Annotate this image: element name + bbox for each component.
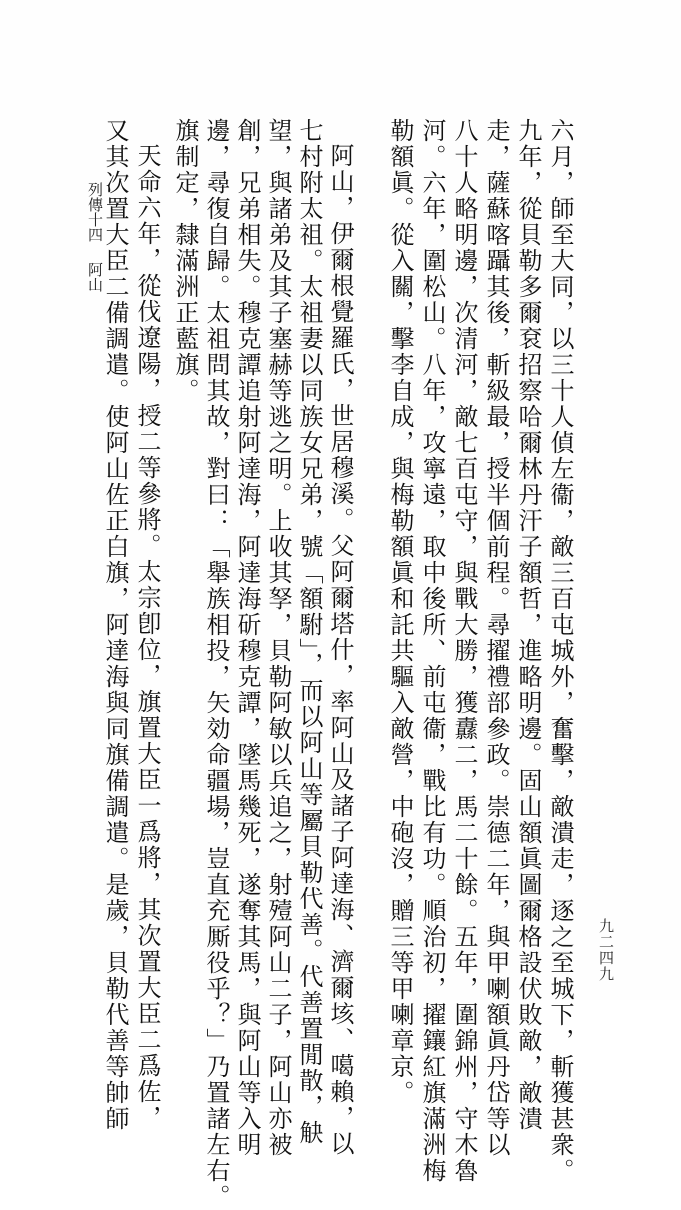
header-chapter: 列傳十四	[86, 182, 104, 242]
text-column-4: 八十人略明邊，次清河，敵七百屯守，與戰大勝，獲纛二，馬二十餘。五年，圍錦州，守木魯	[450, 118, 478, 1184]
header-subject: 阿山	[86, 262, 104, 292]
text-column-13: 天命六年，從伐遼陽，授二等參將。太宗卽位，旗置大臣一爲將，其次置大臣二爲佐，	[133, 143, 161, 1131]
text-column-6: 勒額眞。從入關，擊李自成，與梅勒額眞和託共驅入敵營，中砲沒，贈三等甲喇章京。	[386, 118, 414, 1106]
text-column-8: 七村附太祖。太祖妻以同族女兄弟，號「額駙」，而以阿山等屬貝勒代善。代善置閒散，觖	[295, 118, 323, 1146]
text-column-9: 望，與諸弟及其子塞赫等逃之明。上收其孥，貝勒阿敏以兵追之，射殪阿山二子，阿山亦被	[264, 118, 292, 1158]
text-column-3: 走，薩蘇喀躡其後，斬級最，授半個前程。尋擢禮部參政。崇德二年，與甲喇額眞丹岱等以	[482, 118, 510, 1158]
page-number: 九二四九	[597, 918, 615, 982]
text-column-11: 邊，尋復自歸。太祖問其故，對曰：「舉族相投，矢効命疆場，豈直充厮役乎？」乃置諸左右。	[202, 118, 230, 1210]
text-column-10: 創，兄弟相失。穆克譚追射阿達海，阿達海斫穆克譚，墜馬幾死，遂奪其馬，與阿山等入明	[233, 118, 261, 1158]
text-column-1: 六月，師至大同，以三十人偵左衞，敵三百屯城外，奮擊，敵潰走，逐之至城下，斬獲甚衆。	[546, 118, 574, 1184]
text-column-5: 河。六年，圍松山。八年，攻寧遠，取中後所、前屯衞，戰比有功。順治初，擢鑲紅旗滿洲梅	[418, 118, 446, 1184]
text-column-14: 又其次置大臣二備調遣。使阿山佐正白旗，阿達海與同旗備調遣。是歲，貝勒代善等帥師	[101, 118, 129, 1132]
text-column-12: 旗制定，隸滿洲正藍旗。	[171, 118, 199, 404]
text-column-7: 阿山，伊爾根覺羅氏，世居穆溪。父阿爾塔什，率阿山及諸子阿達海、濟爾垓、噶賴，以	[326, 143, 354, 1157]
text-column-2: 九年，從貝勒多爾袞招察哈爾林丹汗子額哲，進略明邊。固山額眞圖爾格設伏敗敵，敵潰	[514, 118, 542, 1132]
